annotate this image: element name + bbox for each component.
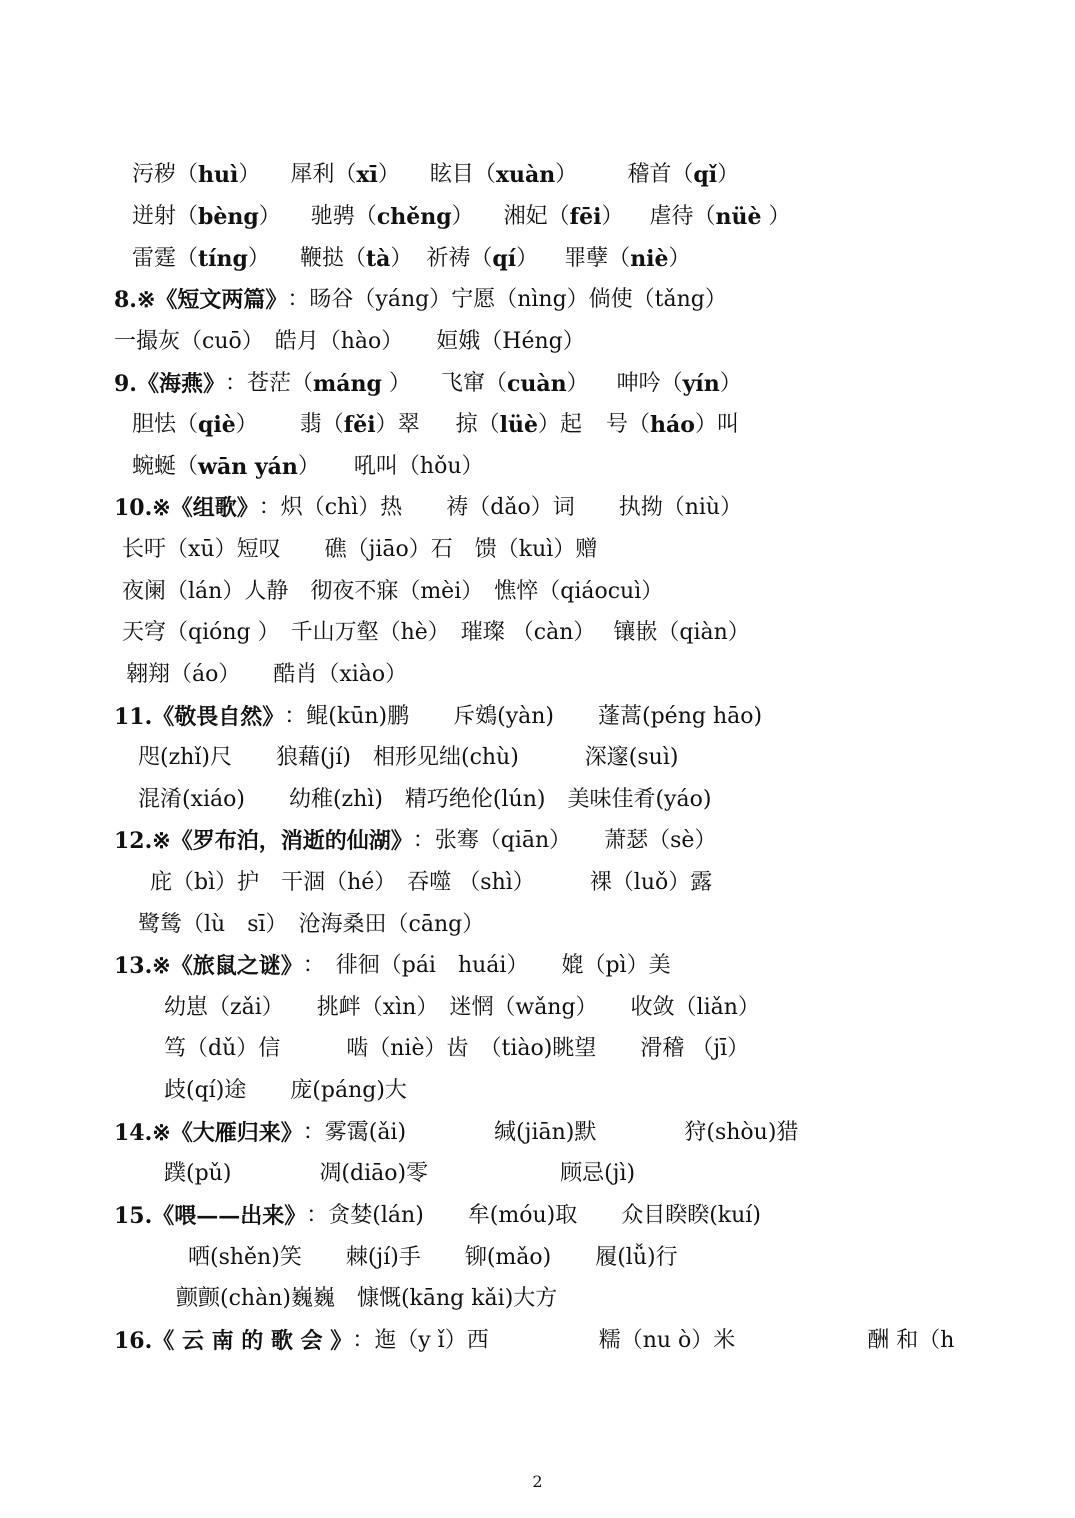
vocab-text: 天穹（qióng ） 千山万壑（hè） 璀璨 （càn） 镶嵌（qiàn） [122, 620, 750, 645]
vocab-text: ： 徘徊（pái huái） 媲（pì）美 [302, 953, 671, 978]
pinyin: wān yán [198, 454, 298, 480]
word: ） [668, 246, 691, 271]
word: ） [566, 371, 589, 396]
vocab-line [132, 157, 739, 193]
pinyin: máng [313, 371, 382, 397]
pinyin: qiè [198, 412, 236, 438]
section-title: 《 云 南 的 歌 会 》 [152, 1328, 353, 1354]
pinyin: xī [356, 162, 378, 188]
vocab-text: ：张骞（qiān） 萧瑟（sè） [412, 828, 717, 853]
word: 眩目（ [429, 162, 496, 187]
pinyin: háo [650, 412, 695, 438]
pinyin: xuàn [495, 162, 556, 188]
word: ） [601, 204, 624, 229]
vocab-line [138, 907, 484, 943]
pinyin: qǐ [693, 162, 718, 188]
section-heading-line [114, 1323, 954, 1359]
vocab-text: 夜阑（lán）人静 彻夜不寐（mèi） 憔悴（qiáocuì） [122, 579, 664, 604]
word: ）翠 [375, 412, 420, 437]
vocab-line [122, 615, 750, 651]
vocab-text: 长吁（xū）短叹 礁（jiāo）石 馈（kuì）赠 [122, 537, 598, 562]
word: 稽首（ [627, 162, 694, 187]
pinyin: tíng [198, 246, 248, 272]
word: 鞭挞（ [299, 246, 366, 271]
section-title: 《喂——出来》 [152, 1203, 307, 1229]
vocab-text: 混淆(xiáo) 幼稚(zhì) 精巧绝伦(lún) 美味佳肴(yáo) [138, 787, 712, 812]
section-title: 《旅鼠之谜》 [170, 953, 303, 979]
word: ） [390, 246, 413, 271]
word: ） [235, 412, 258, 437]
vocab-text: 歧(qí)途 庞(páng)大 [164, 1078, 407, 1103]
vocab-line [188, 1240, 678, 1276]
page-number: 2 [532, 1472, 543, 1491]
word: ） [719, 371, 742, 396]
section-number: 16. [114, 1328, 153, 1354]
word: ） [451, 204, 474, 229]
section-number: 8.※ [114, 287, 156, 313]
vocab-line [122, 574, 663, 610]
vocab-text: 哂(shěn)笑 棘(jí)手 铆(mǎo) 履(lǚ)行 [188, 1245, 678, 1270]
section-title: 《海燕》 [136, 371, 225, 397]
word: 湘妃（ [503, 204, 570, 229]
vocab-text: 咫(zhǐ)尺 狼藉(jí) 相形见绌(chù) 深邃(suì) [138, 745, 679, 770]
section-title: 《组歌》 [170, 495, 259, 521]
word: ） [238, 162, 261, 187]
word: 掠（ [455, 412, 500, 437]
section-title: 《短文两篇》 [155, 287, 288, 313]
section-heading-line [114, 366, 742, 402]
vocab-line [132, 199, 790, 235]
vocab-line [132, 407, 739, 443]
word: 迸射（ [132, 204, 199, 229]
vocab-text: 幼崽（zǎi） 挑衅（xìn） 迷惘（wǎng） 收敛（liǎn） [164, 995, 760, 1020]
word: ） [297, 454, 320, 479]
vocab-text: 颤颤(chàn)巍巍 慷慨(kāng kǎi)大方 [176, 1286, 558, 1311]
word: 飞窜（ [440, 371, 507, 396]
vocab-line [138, 740, 678, 776]
section-title: 《罗布泊，消逝的仙湖》 [170, 828, 413, 854]
section-heading-line [114, 1115, 798, 1151]
word: ）叫 [694, 412, 739, 437]
vocab-line [126, 657, 407, 693]
word: ） [247, 246, 270, 271]
word: 雷霆（ [132, 246, 199, 271]
vocab-line [122, 532, 597, 568]
vocab-text: 笃（dǔ）信 啮（niè）齿 （tiào)眺望 滑稽 （jī） [164, 1036, 750, 1061]
vocab-line [164, 990, 760, 1026]
vocab-text: 鹭鸶（lù sī） 沧海桑田（cāng） [138, 912, 485, 937]
section-heading-line [114, 1198, 761, 1234]
word: ） [258, 204, 281, 229]
vocab-text: ：鲲(kūn)鹏 斥鴳(yàn) 蓬蒿(péng hāo) [284, 704, 763, 729]
section-number: 14.※ [114, 1120, 171, 1146]
vocab-text: 翱翔（áo） 酷肖（xiào） [126, 662, 408, 687]
section-heading-line [114, 282, 727, 318]
pinyin: huì [198, 162, 239, 188]
section-title: 《大雁归来》 [170, 1120, 303, 1146]
section-number: 13.※ [114, 953, 171, 979]
pinyin: yín [682, 371, 720, 397]
section-heading-line [114, 823, 716, 859]
vocab-line [132, 241, 691, 277]
vocab-text: ：旸谷（yáng）宁愿（nìng）倘使（tǎng） [287, 287, 727, 312]
word: 罪孽（ [564, 246, 631, 271]
pinyin: niè [630, 246, 669, 272]
section-number: 15. [114, 1203, 153, 1229]
pinyin: tà [365, 246, 391, 272]
pinyin: fěi [343, 412, 376, 438]
word: 呻吟（ [616, 371, 683, 396]
word: 虐待（ [649, 204, 716, 229]
section-number: 12.※ [114, 828, 171, 854]
vocab-line [164, 1073, 407, 1109]
word: 号（ [606, 412, 651, 437]
word: 祈祷（ [426, 246, 493, 271]
word: ） [761, 204, 791, 229]
section-number: 9. [114, 371, 137, 397]
vocab-line [164, 1031, 749, 1067]
vocab-line [164, 1156, 635, 1192]
word: ） [555, 162, 578, 187]
section-number: 10.※ [114, 495, 171, 521]
word: 蜿蜒（ [132, 454, 199, 479]
word: 胆怯（ [132, 412, 199, 437]
section-number: 11. [114, 704, 153, 730]
word: 污秽（ [132, 162, 199, 187]
vocab-text: ：炽（chì）热 祷（dǎo）词 执拗（niù） [258, 495, 743, 520]
vocab-text: 一撮灰（cuō） 皓月（hào） 姮娥（Héng） [114, 329, 585, 354]
vocab-line [150, 865, 712, 901]
section-heading-line [114, 699, 762, 735]
pinyin: nüè [715, 204, 762, 230]
vocab-line [132, 449, 484, 485]
section-title: 《敬畏自然》 [152, 704, 285, 730]
word: 驰骋（ [310, 204, 377, 229]
pinyin: qí [492, 246, 517, 272]
vocab-text: ：雾霭(ǎi) 缄(jiān)默 狩(shòu)猎 [302, 1120, 799, 1145]
vocab-text: ：迤（y ǐ）西 糯（nu ò）米 酬 和（h [352, 1328, 955, 1353]
vocab-text: 庇（bì）护 干涸（hé） 吞噬 （shì） 裸（luǒ）露 [150, 870, 713, 895]
pinyin: bèng [198, 204, 259, 230]
word: ） [717, 162, 740, 187]
word: ）起 [538, 412, 583, 437]
pinyin: chěng [376, 204, 452, 230]
section-heading-line [114, 490, 742, 526]
vocab-line [138, 782, 711, 818]
word: ） [377, 162, 400, 187]
word: 翡（ [299, 412, 344, 437]
word: ） [381, 371, 411, 396]
vocab-line [114, 324, 585, 360]
pinyin: fēi [569, 204, 602, 230]
word: ） [516, 246, 539, 271]
word: 吼叫（hǒu） [353, 454, 484, 479]
word: 犀利（ [290, 162, 357, 187]
vocab-text: ：贪婪(lán) 牟(móu)取 众目睽睽(kuí) [306, 1203, 761, 1228]
pinyin: cuàn [506, 371, 567, 397]
word: ：苍茫（ [224, 371, 313, 396]
pinyin: lüè [499, 412, 539, 438]
vocab-line [176, 1281, 557, 1317]
vocab-text: 蹼(pǔ) 凋(diāo)零 顾忌(jì) [164, 1161, 636, 1186]
section-heading-line [114, 948, 671, 984]
